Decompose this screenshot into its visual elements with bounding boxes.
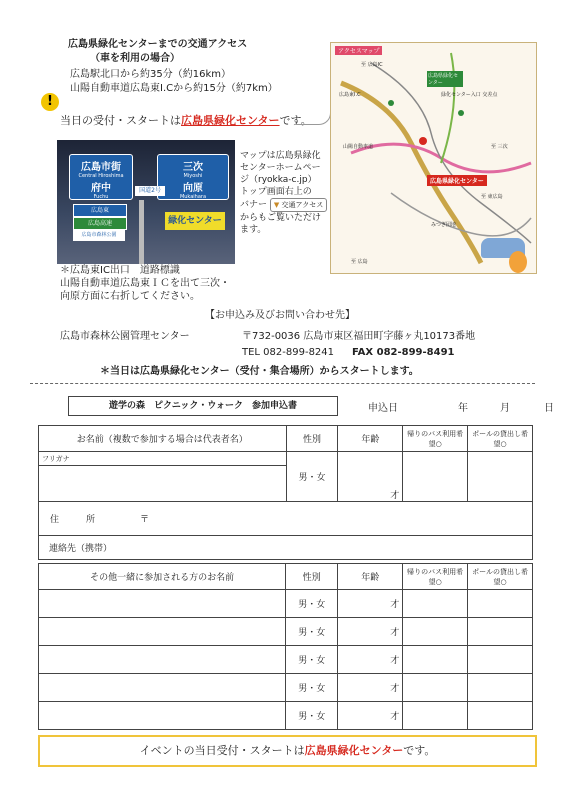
- companion-pole-field[interactable]: [468, 646, 533, 674]
- companions-table: [38, 563, 533, 730]
- companion-pole-field[interactable]: [468, 590, 533, 618]
- bottom-prefix: イベントの当日受付・スタートは: [139, 744, 305, 757]
- companion-name-field[interactable]: [39, 590, 286, 618]
- cut-line: [30, 383, 535, 384]
- access-line-1: 広島駅北口から約35分（約16km）: [70, 69, 231, 80]
- bus-header: 帰りのバス利用希望○: [403, 426, 468, 452]
- companion-row: [39, 646, 533, 674]
- bottom-suffix: です。: [403, 744, 436, 757]
- companion-gender-field[interactable]: 男・女: [286, 590, 338, 618]
- contact-org: 広島市森林公園管理センター: [60, 331, 190, 342]
- access-map: [330, 42, 537, 274]
- address-label: 住 所: [50, 515, 96, 525]
- phone-label: 連絡先（携帯）: [49, 544, 113, 554]
- map-label-2: 広島県緑化センター: [427, 71, 463, 87]
- companion-age-field[interactable]: 才: [338, 702, 403, 730]
- companion-age-field[interactable]: 才: [338, 674, 403, 702]
- sign-ic3: 広島市森林公園: [73, 230, 125, 241]
- attention-icon: !: [41, 93, 59, 111]
- map-label-3: 緑化センター入口 交差点: [441, 92, 498, 98]
- companion-pole-field[interactable]: [468, 618, 533, 646]
- form-date-label: 申込日: [368, 403, 398, 414]
- bus-field[interactable]: [403, 452, 468, 502]
- companion-age-field[interactable]: 才: [338, 646, 403, 674]
- contact-heading: 【お申込み及びお問い合わせ先】: [205, 310, 355, 321]
- postal-mark: 〒: [140, 515, 150, 525]
- access-title: 広島県緑化センターまでの交通アクセス: [68, 39, 248, 50]
- access-line-2: 山陽自動車道広島東I.Cから約15分（約7km）: [70, 83, 278, 94]
- map-label-6: みつぎ団地: [431, 222, 456, 228]
- bottom-notice: [38, 735, 537, 767]
- companion-bus-field[interactable]: [403, 646, 468, 674]
- contact-tel: TEL 082-899-8241: [242, 347, 335, 358]
- form-day: 日: [544, 403, 554, 414]
- access-banner: ▼ 交通アクセス: [270, 198, 327, 212]
- map-note: マップは広島県緑化 センターホームペー ジ（ryokka-c.jp） トップ画面右上の バナー ▼ 交通アクセス からもご覧いただけ ます。: [240, 150, 327, 236]
- companion-row: [39, 618, 533, 646]
- map-pointer-line: [296, 100, 331, 125]
- sign-ryokka-center: 緑化センター: [165, 212, 225, 230]
- map-label-8: 至 広島: [351, 259, 368, 265]
- sign-pole: [139, 200, 144, 264]
- companion-bus-field[interactable]: [403, 618, 468, 646]
- sign-right-panel: 三次 Miyoshi 向原 Mukaihara: [157, 154, 229, 200]
- map-header: アクセスマップ: [335, 46, 382, 55]
- map-label-1: 広島東I.C: [339, 92, 361, 98]
- sign-left-panel: 広島市街 Central Hiroshima 府中 Fuchu: [69, 154, 133, 200]
- notice-line: [60, 114, 312, 127]
- pole-header: ポールの貸出し希望○: [468, 426, 533, 452]
- furigana-field[interactable]: フリガナ: [39, 452, 287, 466]
- companion-gender-field[interactable]: 男・女: [286, 646, 338, 674]
- companion-row: [39, 674, 533, 702]
- companion-pole-field[interactable]: [468, 674, 533, 702]
- companion-name-field[interactable]: [39, 674, 286, 702]
- mascot-icon: [509, 251, 527, 273]
- form-year: 年: [458, 403, 468, 414]
- name-field[interactable]: [39, 466, 287, 502]
- name-header: お名前（複数で参加する場合は代表者名）: [39, 426, 287, 452]
- sign-ic2: 広島高速: [73, 217, 127, 230]
- bottom-place: 広島県緑化センター: [304, 744, 404, 757]
- form-title: 遊学の森 ピクニック・ウォーク 参加申込書: [68, 396, 338, 416]
- others-pole-header: ポールの貸出し希望○: [468, 564, 533, 590]
- companion-bus-field[interactable]: [403, 590, 468, 618]
- road-sign-photo: [57, 140, 235, 264]
- sign-route-badge: 国道2号: [135, 186, 165, 196]
- companion-gender-field[interactable]: 男・女: [286, 702, 338, 730]
- form-month: 月: [500, 403, 510, 414]
- map-label-0: 至 広島IC: [361, 62, 383, 68]
- others-age-header: 年齢: [338, 564, 403, 590]
- contact-fax: FAX 082-899-8491: [352, 347, 455, 358]
- companion-name-field[interactable]: [39, 702, 286, 730]
- companion-name-field[interactable]: [39, 646, 286, 674]
- gender-header: 性別: [286, 426, 338, 452]
- others-header: その他一緒に参加される方のお名前: [39, 564, 286, 590]
- companion-bus-field[interactable]: [403, 674, 468, 702]
- sign-ic1: 広島東: [73, 204, 127, 217]
- companion-row: [39, 590, 533, 618]
- companion-bus-field[interactable]: [403, 702, 468, 730]
- age-field[interactable]: 才: [338, 452, 403, 502]
- gender-field[interactable]: 男・女: [286, 452, 338, 502]
- companion-pole-field[interactable]: [468, 702, 533, 730]
- others-bus-header: 帰りのバス利用希望○: [403, 564, 468, 590]
- phone-row[interactable]: [39, 536, 533, 560]
- access-subtitle: （車を利用の場合）: [90, 53, 180, 64]
- address-row[interactable]: [39, 502, 533, 536]
- map-label-4: 山陽自動車道: [343, 144, 374, 150]
- companion-gender-field[interactable]: 男・女: [286, 618, 338, 646]
- map-label-7: 至 東広島: [481, 194, 503, 200]
- pole-field[interactable]: [468, 452, 533, 502]
- applicant-table: [38, 425, 533, 560]
- map-label-5: 至 三次: [491, 144, 508, 150]
- companion-name-field[interactable]: [39, 618, 286, 646]
- others-gender-header: 性別: [286, 564, 338, 590]
- notice-prefix: 当日の受付・スタートは: [60, 114, 181, 127]
- notice-suffix: です。: [279, 114, 312, 127]
- companion-age-field[interactable]: 才: [338, 618, 403, 646]
- notice-place: 広島県緑化センター: [181, 114, 280, 127]
- companion-gender-field[interactable]: 男・女: [286, 674, 338, 702]
- pin-icon: ▼: [273, 201, 280, 209]
- start-note: ＊当日は広島県緑化センター（受付・集合場所）からスタートします。: [100, 366, 419, 377]
- sign-caption: ＊広島東IC出口 道路標識 山陽自動車道広島東ＩＣを出て三次・ 向原方面に右折してください。: [60, 265, 230, 302]
- companion-row: [39, 702, 533, 730]
- map-label-9: 広島県緑化センター: [427, 175, 487, 186]
- contact-address: 〒732-0036 広島市東区福田町字藤ヶ丸10173番地: [242, 331, 476, 342]
- age-header: 年齢: [338, 426, 403, 452]
- companion-age-field[interactable]: 才: [338, 590, 403, 618]
